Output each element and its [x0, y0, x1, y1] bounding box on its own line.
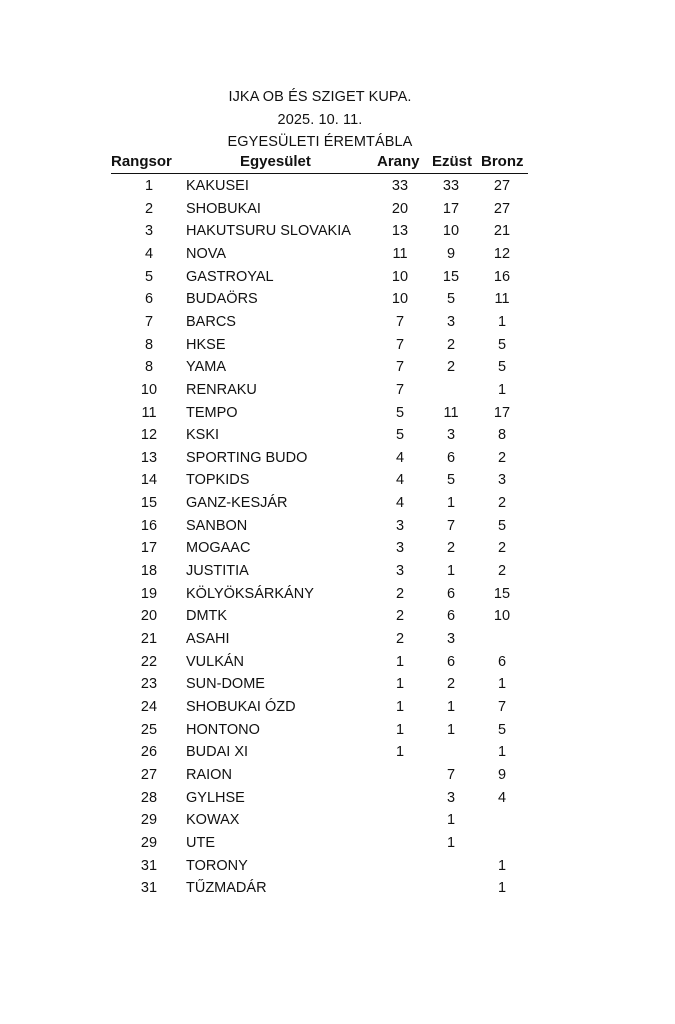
club-cell: RAION	[186, 766, 232, 783]
silver-count: 3	[446, 789, 456, 806]
rank-cell: 18	[140, 563, 158, 580]
document-title-block	[0, 86, 640, 154]
gold-count: 11	[392, 245, 408, 262]
bronze-count: 10	[493, 608, 511, 625]
gold-count: 7	[395, 313, 405, 330]
silver-count: 6	[446, 608, 456, 625]
rank-cell: 15	[140, 495, 158, 512]
silver-count: 9	[446, 245, 456, 262]
silver-count: 1	[446, 563, 456, 580]
club-cell: BUDAI XI	[186, 744, 249, 761]
club-cell: DMTK	[186, 608, 228, 625]
bronze-count: 1	[497, 744, 507, 761]
rank-cell: 7	[144, 313, 154, 330]
gold-count: 1	[395, 653, 405, 670]
club-cell: NOVA	[186, 245, 227, 262]
silver-count: 6	[446, 653, 456, 670]
rank-cell: 5	[144, 268, 154, 285]
table-row	[0, 515, 675, 538]
column-header-rank: Rangsor	[111, 153, 172, 170]
gold-count: 5	[395, 427, 405, 444]
silver-count: 7	[446, 517, 456, 534]
silver-count: 6	[446, 449, 456, 466]
bronze-count: 6	[497, 653, 507, 670]
gold-count: 1	[395, 721, 405, 738]
club-cell: TEMPO	[186, 404, 238, 421]
bronze-count: 7	[497, 698, 507, 715]
club-cell: KÖLYÖKSÁRKÁNY	[186, 585, 314, 602]
club-cell: SPORTING BUDO	[186, 449, 308, 466]
club-cell: ASAHI	[186, 631, 230, 647]
club-cell: GANZ-KESJÁR	[186, 495, 288, 512]
rank-cell: 1	[144, 178, 154, 194]
club-cell: SHOBUKAI	[186, 200, 261, 217]
silver-count: 2	[446, 359, 456, 376]
table-row	[0, 469, 675, 492]
club-cell: MOGAAC	[186, 540, 251, 557]
club-cell: TŰZMADÁR	[186, 880, 267, 897]
silver-count: 17	[442, 200, 460, 217]
gold-count: 4	[395, 472, 405, 489]
table-row	[0, 447, 675, 470]
club-cell: SHOBUKAI ÓZD	[186, 698, 296, 715]
table-row	[0, 243, 675, 266]
club-cell: UTE	[186, 834, 215, 851]
club-cell: HAKUTSURU SLOVAKIA	[186, 223, 351, 240]
bronze-count: 16	[493, 268, 511, 285]
silver-count: 15	[442, 268, 460, 285]
table-row	[0, 877, 675, 900]
bronze-count: 5	[497, 336, 507, 353]
club-cell: HONTONO	[186, 721, 260, 738]
gold-count: 1	[395, 744, 405, 761]
rank-cell: 3	[144, 223, 154, 240]
rank-cell: 10	[140, 381, 158, 398]
table-row	[0, 628, 675, 651]
bronze-count: 11	[494, 291, 510, 308]
rank-cell: 31	[140, 880, 158, 897]
club-cell: GYLHSE	[186, 789, 245, 806]
silver-count: 2	[446, 336, 456, 353]
rank-cell: 19	[140, 585, 158, 602]
club-cell: JUSTITIA	[186, 563, 249, 580]
table-row	[0, 492, 675, 515]
rank-cell: 24	[140, 698, 158, 715]
table-row	[0, 288, 675, 311]
club-cell: KOWAX	[186, 812, 240, 829]
bronze-count: 27	[493, 200, 511, 217]
club-cell: BUDAÖRS	[186, 291, 258, 308]
column-header-silver: Ezüst	[432, 153, 473, 170]
gold-count: 33	[391, 178, 409, 194]
club-cell: SUN-DOME	[186, 676, 265, 693]
gold-count: 10	[391, 268, 409, 285]
bronze-count: 3	[497, 472, 507, 489]
silver-count: 1	[446, 495, 456, 512]
club-cell: YAMA	[186, 359, 227, 376]
table-row	[0, 764, 675, 787]
table-row	[0, 537, 675, 560]
table-row	[0, 651, 675, 674]
gold-count: 3	[395, 517, 405, 534]
club-cell: GASTROYAL	[186, 268, 274, 285]
rank-cell: 31	[140, 857, 158, 874]
rank-cell: 28	[140, 789, 158, 806]
gold-count: 1	[395, 676, 405, 693]
column-header-gold: Arany	[377, 153, 420, 170]
bronze-count: 1	[497, 880, 507, 897]
table-row	[0, 356, 675, 379]
bronze-count: 5	[497, 721, 507, 738]
bronze-count: 2	[497, 495, 507, 512]
silver-count: 11	[443, 404, 459, 421]
bronze-count: 1	[497, 676, 507, 693]
table-row	[0, 334, 675, 357]
silver-count: 2	[446, 540, 456, 557]
rank-cell: 13	[140, 449, 158, 466]
gold-count: 20	[391, 200, 409, 217]
club-cell: BARCS	[186, 313, 236, 330]
club-cell: KAKUSEI	[186, 178, 249, 194]
bronze-count: 2	[497, 540, 507, 557]
silver-count: 1	[446, 721, 456, 738]
table-row	[0, 719, 675, 742]
bronze-count: 9	[497, 766, 507, 783]
bronze-count: 1	[497, 381, 507, 398]
table-row	[0, 809, 675, 832]
table-row	[0, 198, 675, 221]
bronze-count: 12	[493, 245, 511, 262]
bronze-count: 1	[497, 313, 507, 330]
gold-count: 10	[391, 291, 409, 308]
bronze-count: 2	[497, 449, 507, 466]
table-row	[0, 605, 675, 628]
club-cell: HKSE	[186, 336, 226, 353]
table-row	[0, 855, 675, 878]
bronze-count: 21	[493, 223, 511, 240]
bronze-count: 17	[493, 404, 511, 421]
club-cell: TORONY	[186, 857, 248, 874]
silver-count: 1	[446, 812, 456, 829]
rank-cell: 20	[140, 608, 158, 625]
bronze-count: 15	[493, 585, 511, 602]
rank-cell: 17	[140, 540, 158, 557]
silver-count: 3	[446, 631, 456, 647]
gold-count: 4	[395, 449, 405, 466]
rank-cell: 8	[144, 336, 154, 353]
club-cell: SANBON	[186, 517, 248, 534]
table-row	[0, 220, 675, 243]
rank-cell: 21	[140, 631, 158, 647]
rank-cell: 22	[140, 653, 158, 670]
table-header	[111, 153, 527, 173]
silver-count: 33	[442, 178, 460, 194]
table-row	[0, 673, 675, 696]
bronze-count: 4	[497, 789, 507, 806]
table-row	[0, 583, 675, 606]
table-row	[0, 696, 675, 719]
rank-cell: 14	[140, 472, 158, 489]
table-row	[0, 424, 675, 447]
gold-count: 4	[395, 495, 405, 512]
table-row	[0, 266, 675, 289]
event-title: IJKA OB ÉS SZIGET KUPA.	[228, 89, 412, 105]
gold-count: 2	[395, 608, 405, 625]
bronze-count: 1	[497, 857, 507, 874]
header-divider	[111, 173, 528, 174]
rank-cell: 16	[140, 517, 158, 534]
bronze-count: 5	[497, 517, 507, 534]
bronze-count: 5	[497, 359, 507, 376]
table-row	[0, 402, 675, 425]
gold-count: 5	[395, 404, 405, 421]
silver-count: 6	[446, 585, 456, 602]
rank-cell: 29	[140, 834, 158, 851]
gold-count: 7	[395, 336, 405, 353]
rank-cell: 6	[144, 291, 154, 308]
rank-cell: 4	[144, 245, 154, 262]
gold-count: 3	[395, 563, 405, 580]
gold-count: 2	[395, 585, 405, 602]
rank-cell: 2	[144, 200, 154, 217]
silver-count: 7	[446, 766, 456, 783]
gold-count: 7	[395, 359, 405, 376]
column-header-club: Egyesület	[240, 153, 311, 170]
table-row	[0, 311, 675, 334]
silver-count: 1	[446, 834, 456, 851]
silver-count: 5	[446, 291, 456, 308]
bronze-count: 2	[497, 563, 507, 580]
rank-cell: 25	[140, 721, 158, 738]
gold-count: 3	[395, 540, 405, 557]
table-title: EGYESÜLETI ÉREMTÁBLA	[227, 134, 413, 150]
table-row	[0, 832, 675, 855]
rank-cell: 8	[144, 359, 154, 376]
silver-count: 10	[442, 223, 460, 240]
table-row	[0, 560, 675, 583]
silver-count: 2	[446, 676, 456, 693]
table-row	[0, 175, 675, 198]
silver-count: 3	[446, 313, 456, 330]
gold-count: 7	[395, 381, 405, 398]
rank-cell: 29	[140, 812, 158, 829]
club-cell: KSKI	[186, 427, 220, 444]
table-row	[0, 741, 675, 764]
gold-count: 1	[395, 698, 405, 715]
silver-count: 1	[446, 698, 456, 715]
club-cell: RENRAKU	[186, 381, 257, 398]
rank-cell: 27	[140, 766, 158, 783]
club-cell: VULKÁN	[186, 653, 245, 670]
rank-cell: 11	[141, 404, 157, 421]
table-row	[0, 787, 675, 810]
bronze-count: 8	[497, 427, 507, 444]
rank-cell: 23	[140, 676, 158, 693]
event-date: 2025. 10. 11.	[277, 111, 363, 128]
silver-count: 3	[446, 427, 456, 444]
table-row	[0, 379, 675, 402]
bronze-count: 27	[493, 178, 511, 194]
gold-count: 13	[391, 223, 409, 240]
gold-count: 2	[395, 631, 405, 647]
column-header-bronze: Bronz	[481, 153, 524, 170]
rank-cell: 26	[140, 744, 158, 761]
rank-cell: 12	[140, 427, 158, 444]
silver-count: 5	[446, 472, 456, 489]
club-cell: TOPKIDS	[186, 472, 250, 489]
